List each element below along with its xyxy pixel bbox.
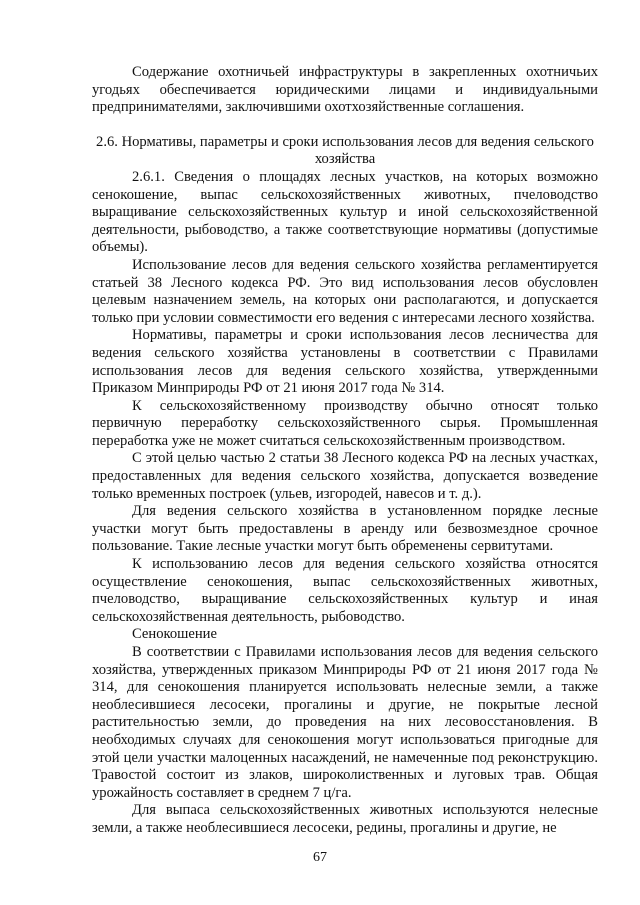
paragraph-lease-servitude: Для ведения сельского хозяйства в установленном порядке лесные участки могут быть предоставлены в аренду или безвозмездное срочное пользование. Такие лесные участки могут быть обременены сервитутами. bbox=[92, 503, 598, 555]
section-title: 2.6. Нормативы, параметры и сроки использования лесов для ведения сельского хозяйства bbox=[96, 133, 594, 168]
paragraph-hunting-infrastructure: Содержание охотничьей инфраструктуры в закрепленных охотничьих угодьях обеспечивается юридическими лицами и индивидуальными предпринимателями, заключившими охотхозяйственные соглашения. bbox=[92, 64, 598, 116]
paragraph-agricultural-production: К сельскохозяйственному производству обычно относят только первичную переработку сельскохозяйственного сырья. Промышленная переработка уже не может считаться сельскохозяйственным производством. bbox=[92, 397, 598, 449]
page-number: 67 bbox=[313, 850, 327, 865]
paragraph-forest-use-regulation: Использование лесов для ведения сельского хозяйства регламентируется статьей 38 Лесного кодекса РФ. Это вид использования лесов обусловлен целевым назначением земель, на которых они располагаются, и допускается только при условии совместимости его ведения с интересами лесного хозяйства. bbox=[92, 256, 598, 326]
paragraph-agricultural-activities: К использованию лесов для ведения сельского хозяйства относятся осуществление сенокошения, выпас сельскохозяйственных животных, пчеловодство, выращивание сельскохозяйственных культур и иная сельскохозяйственная деятельность, рыбоводство. bbox=[92, 556, 598, 625]
paragraph-grazing: Для выпаса сельскохозяйственных животных используются нелесные земли, а также необлесившиеся лесосеки, редины, прогалины и другие, не bbox=[92, 802, 598, 836]
paragraph-temporary-buildings: С этой целью частью 2 статьи 38 Лесного кодекса РФ на лесных участках, предоставленных для ведения сельского хозяйства, допускается возведение только временных построек (ульев, изгородей, навесов и т. д.). bbox=[92, 450, 598, 502]
paragraph-2-6-1: 2.6.1. Сведения о площадях лесных участков, на которых возможно сенокошение, выпас сельскохозяйственных животных, пчеловодство выращивание сельскохозяйственных культур и иной сельскохозяйственной деятельности, рыбоводство, а также соответствующие нормативы (допустимые объемы). bbox=[92, 168, 598, 256]
subheading-haymaking: Сенокошение bbox=[132, 626, 217, 643]
document-page bbox=[92, 64, 598, 838]
paragraph-norms-parameters: Нормативы, параметры и сроки использования лесов лесничества для ведения сельского хозяйства установлены в соответствии с Правилами использования лесов для ведения сельского хозяйства, утвержденными Приказом Минприроды РФ от 21 июня 2017 года № 314. bbox=[92, 327, 598, 397]
paragraph-haymaking-rules: В соответствии с Правилами использования лесов для ведения сельского хозяйства, утвержденных приказом Минприроды РФ от 21 июня 2017 года № 314, для сенокошения планируется использовать нелесные земли, а также необлесившиеся лесосеки, прогалины и другие, не покрытые лесной растительностью земли, до проведения на них лесовосстановления. В необходимых случаях для сенокошения могут использоваться пригодные для этой цели участки малоценных насаждений, не намеченные под реконструкцию. Травостой состоит из злаков, широколиственных и луговых трав. Общая урожайность составляет в среднем 7 ц/га. bbox=[92, 644, 598, 801]
